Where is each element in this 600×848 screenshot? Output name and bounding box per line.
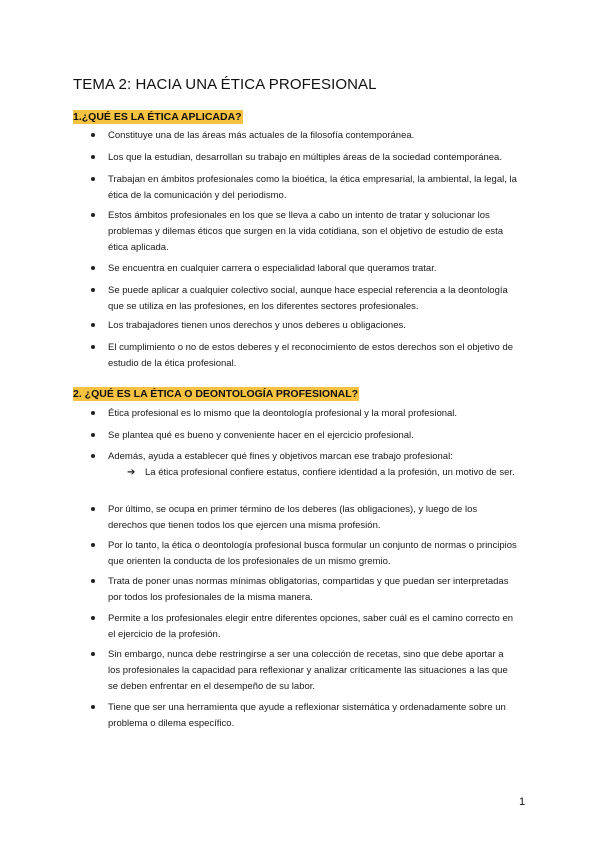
list-item-text: Se puede aplicar a cualquier colectivo social, aunque hace especial referencia a la deontología que se utiliza en las profesiones, en los diferentes sectores profesionales.	[108, 285, 508, 312]
list-item-text: Por lo tanto, la ética o deontología profesional busca formular un conjunto de normas o principios que orienten la conducta de los profesionales de un mismo gremio.	[108, 540, 517, 567]
bullet-icon	[91, 133, 95, 137]
bullet-icon	[91, 507, 95, 511]
list-item-text: Además, ayuda a establecer qué fines y objetivos marcan ese trabajo profesional:	[108, 451, 453, 462]
bullet-icon	[91, 543, 95, 547]
bullet-icon	[91, 616, 95, 620]
list-item-text: Se encuentra en cualquier carrera o especialidad laboral que queramos tratar.	[108, 263, 437, 274]
bullet-icon	[91, 411, 95, 415]
bullet-icon	[91, 454, 95, 458]
bullet-icon	[91, 579, 95, 583]
bullet-icon	[91, 705, 95, 709]
list-item-text: Estos ámbitos profesionales en los que se lleva a cabo un intento de tratar y solucionar los problemas y dilemas éticos que surgen en la vida cotidiana, son el objetivo de estudio de esta ética aplicada.	[108, 210, 504, 253]
list-item-text: El cumplimiento o no de estos deberes y el reconocimiento de estos derechos son el objetivo de estudio de la ética profesional.	[108, 342, 514, 369]
bullet-icon	[91, 213, 95, 217]
list-item-text: Por último, se ocupa en primer término de los deberes (las obligaciones), y luego de los derechos que tienen todos los que ejercen una misma profesión.	[108, 504, 478, 531]
section-1-heading: 1.¿QUÉ ES LA ÉTICA APLICADA?	[73, 111, 242, 123]
bullet-icon	[91, 433, 95, 437]
list-item-text: Se plantea qué es bueno y conveniente hacer en el ejercicio profesional.	[108, 430, 414, 441]
bullet-icon	[91, 177, 95, 181]
section-2-heading: 2. ¿QUÉ ES LA ÉTICA O DEONTOLOGÍA PROFESIONAL?	[73, 388, 359, 400]
list-item-text: Los trabajadores tienen unos derechos y unos deberes u obligaciones.	[108, 320, 406, 331]
sub-list-item-text: La ética profesional confiere estatus, confiere identidad a la profesión, un motivo de ser.	[145, 467, 515, 478]
list-item-text: Constituye una de las áreas más actuales de la filosofía contemporánea.	[108, 130, 415, 141]
list-item-text: Ética profesional es lo mismo que la deontología profesional y la moral profesional.	[108, 408, 458, 419]
page-number: 1	[519, 796, 526, 808]
list-item-text: Los que la estudian, desarrollan su trabajo en múltiples áreas de la sociedad contemporánea.	[108, 152, 502, 163]
bullet-icon	[91, 288, 95, 292]
page-title: TEMA 2: HACIA UNA ÉTICA PROFESIONAL	[73, 76, 377, 93]
bullet-icon	[91, 266, 95, 270]
list-item-text: Sin embargo, nunca debe restringirse a ser una colección de recetas, sino que debe aportar a los profesionales la capacidad para reflexionar y analizar críticamente las situaciones a las que se deben enfrentar en el desempeño de su labor.	[108, 649, 508, 692]
bullet-icon	[91, 323, 95, 327]
arrow-right-icon: ➔	[127, 467, 136, 478]
list-item-text: Trabajan en ámbitos profesionales como la bioética, la ética empresarial, la ambiental, la legal, la ética de la comunicación y del periodismo.	[108, 174, 517, 201]
bullet-icon	[91, 652, 95, 656]
bullet-icon	[91, 155, 95, 159]
bullet-icon	[91, 345, 95, 349]
list-item-text: Trata de poner unas normas mínimas obligatorias, compartidas y que puedan ser interpretadas por todos los profesionales de la misma manera.	[108, 576, 509, 603]
list-item-text: Permite a los profesionales elegir entre diferentes opciones, saber cuál es el camino correcto en el ejercicio de la profesión.	[108, 613, 514, 640]
list-item-text: Tiene que ser una herramienta que ayude a reflexionar sistemática y ordenadamente sobre un problema o dilema específico.	[108, 702, 506, 729]
